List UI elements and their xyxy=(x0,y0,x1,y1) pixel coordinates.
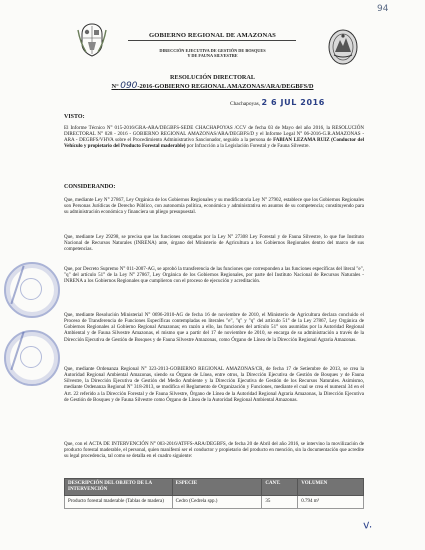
department-line-2: Y DE FAUNA SILVESTRE xyxy=(187,53,238,58)
visto-text-b: por Infracción a la Legislación Forestal y de Fauna Silvestre. xyxy=(185,143,310,150)
table-row xyxy=(65,496,364,509)
resolution-number-suffix: -2016-GOBIERNO REGIONAL AMAZONAS/ARA/DEGBFS/D xyxy=(137,83,314,90)
visto-heading: VISTO: xyxy=(64,114,85,120)
table-header-species: ESPECIE xyxy=(172,479,262,496)
organization-name: GOBIERNO REGIONAL DE AMAZONAS xyxy=(149,32,276,39)
resolution-number xyxy=(0,81,425,91)
considerando-paragraph-2: Que, mediante Ley 29298, se precisa que las funciones otorgadas por la Ley N° 27308 Ley Forestal y de Fauna Silvestre, lo que fue Instituto Nacional de Recursos Naturales (INRENA) ante, órgano del Ministerio de Agricultura a los Gobiernos Regionales dentro del marco de sus competencias. xyxy=(64,234,364,253)
date-line xyxy=(230,98,325,107)
date-place: Chachapoyas, xyxy=(230,101,261,107)
resolution-number-handwritten: 090 xyxy=(120,81,138,91)
page-number: 94 xyxy=(377,4,389,14)
table-cell: Cedro (Cedrela spp.) xyxy=(172,496,262,509)
considerando-paragraph-3: Que, por Decreto Supremo N° 011-2007-AG, se aprobó la transferencia de las funciones que corresponden a las funciones específicas del literal "e", "q" del artículo 51° de la Ley N° 27867, Ley Orgánica de los Gobiernos Regionales, por parte del Instituto Nacional de Recursos Naturales - INRENA a los Gobiernos Regionales que cumplieron con el proceso de ejecución y acreditación. xyxy=(64,266,364,285)
table-header-volume: VOLUMEN xyxy=(298,479,364,496)
table-cell: 35 xyxy=(262,496,298,509)
table-cell: Producto forestal maderable (Tablas de madera) xyxy=(65,496,173,509)
intervention-table xyxy=(64,478,364,509)
header-divider xyxy=(128,40,296,41)
visto-paragraph xyxy=(64,125,364,150)
considerando-heading: CONSIDERANDO: xyxy=(64,184,116,190)
resolution-number-prefix: N° xyxy=(111,83,119,90)
table-header-description: DESCRIPCIÓN DEL OBJETO DE LA INTERVENCIÓN xyxy=(65,479,173,496)
table-header-quantity: CANT. xyxy=(262,479,298,496)
considerando-paragraph-6: Que, con el ACTA DE INTERVENCIÓN N° 003-2016/ATFFS-ARA/DEGBFS, de fecha 20 de Abril del año 2016, se intervino la movilización de producto forestal maderable, el personal, quien manifestó ser el conductor y propietario del producto en mención, sin la documentación que acredite su legal procedencia, tal como se detalla en el cuadro siguiente: xyxy=(64,441,364,460)
table-cell: 0.794 m³ xyxy=(298,496,364,509)
considerando-paragraph-5: Que, mediante Ordenanza Regional N° 323-2013-GOBIERNO REGIONAL AMAZONAS/CR, de fecha 17 de Setiembre de 2013, se crea la Autoridad Regional Ambiental Amazonas, siendo su Órgano de Línea, entre otros, la Dirección Ejecutiva de Gestión de Bosques y de Fauna Silvestre, la Dirección Ejecutiva de Gestión del Medio Ambiente y la Dirección Ejecutiva de Gestión de los Recursos Naturales. Asimismo, mediante Ordenanza Regional N° 318-2013, se modifica el Reglamento de Organización y Funciones, mediante el cual se crea el numeral 34 en el Art. 22 referido a la Dirección Forestal y de Fauna Silvestre, Órgano de Línea de la Autoridad Regional Agraria Amazonas, la Dirección Ejecutiva de Gestión de Bosques y de Fauna Silvestre como Órgano de Línea de la Autoridad Regional Ambiental Amazonas. xyxy=(64,366,364,403)
resolution-title: RESOLUCIÓN DIRECTORAL xyxy=(170,74,255,81)
considerando-paragraph-4: Que, mediante Resolución Ministerial N° 0696-2010-AG de fecha 16 de noviembre de 2010, el Ministerio de Agricultura declara concluido el Proceso de Transferencia de Funciones Específicas contempladas en literales "e", "q" y "q" del artículo 51° de la Ley 27867, Ley Orgánica de Gobiernos Regionales al Gobierno Regional Amazonas; en razón a ello, las funciones del artículo 51° son asumidas por la Autoridad Regional Ambiental y de Fauna Silvestre Amazonas, el mismo que a partir del 17 de noviembre de 2010, se encarga de su administración a través de la Dirección Ejecutiva de Gestión de Bosques y de Fauna Silvestre Amazonas, como Órgano de Línea de la Dirección Regional Agraria Amazonas. xyxy=(64,312,364,343)
margin-initials: v. xyxy=(361,517,374,532)
visto-text-a: El Informe Técnico N° 015-2016/GRA-ARA/DEGBFS-SEDE CHACHAPOYAS /CCV de fecha 03 de Mayo del año 2016, la RESOLUCIÓN DIRECTORAL N° 028 - 2016 - GOBIERNO REGIONAL AMAZONAS/ARA/DEGBFS/D y el Informe Legal N° 06-2016-G.R.AMAZONAS - ARA - DEGBFS/VHVA sobre el Procedimiento Administrativo Sancionador, seguido a la persona de xyxy=(64,125,364,144)
date-stamp: 2 6 JUL 2016 xyxy=(261,98,325,107)
table-header-row xyxy=(65,479,364,496)
department-line-1: DIRECCIÓN EJECUTIVA DE GESTIÓN DE BOSQUES xyxy=(159,48,266,53)
respondent-name: FABIAN LEZAMA RUIZ (Conductor del Vehículo y propietario del Producto Forestal maderable) xyxy=(64,137,365,150)
considerando-paragraph-1: Que, mediante Ley N° 27867, Ley Orgánica de los Gobiernos Regionales y su modificatoria Ley N° 27902, establece que los Gobiernos Regionales son Personas Jurídicas de Derecho Público, con autonomía política, económica y administrativa en asuntos de su competencia; constituyendo para su administración económica y financiera un pliego presupuestal. xyxy=(64,197,364,216)
